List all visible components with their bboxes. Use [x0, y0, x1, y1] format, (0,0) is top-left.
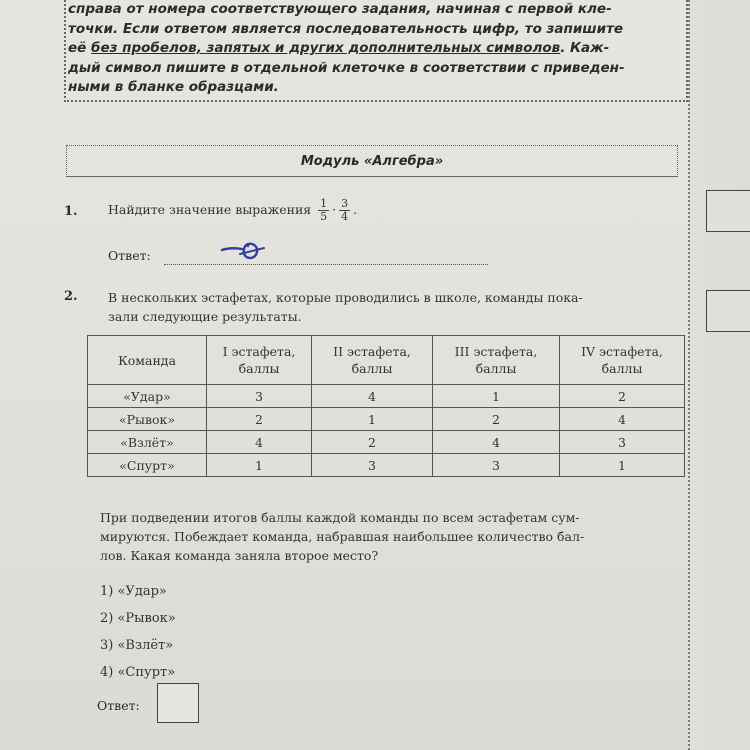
header-text: III эстафета, — [454, 344, 538, 359]
header-text: баллы — [601, 361, 643, 376]
answer-box-q2[interactable] — [157, 683, 199, 723]
instructions-line: дый символ пишите в отдельной клеточке в соответствии с приведен- — [68, 59, 625, 76]
answer-options — [100, 578, 176, 686]
header-text: I эстафета, — [222, 344, 296, 359]
score-cell: 3 — [433, 454, 560, 477]
header-text: баллы — [475, 361, 517, 376]
text-fragment: её — [68, 40, 92, 56]
instructions-line: ными в бланке образцами. — [68, 79, 279, 95]
team-cell: «Рывок» — [88, 408, 207, 431]
answer-cell-q1[interactable] — [706, 190, 750, 232]
text-line: лов. Какая команда заняла второе место? — [100, 548, 379, 563]
table-row — [88, 408, 685, 431]
answer-label: Ответ: — [97, 698, 140, 713]
handwritten-answer — [218, 236, 288, 264]
header-relay — [207, 336, 312, 385]
question-1-text — [108, 198, 357, 223]
score-cell: 4 — [207, 431, 312, 454]
answer-cell-q2[interactable] — [706, 290, 750, 332]
score-cell: 2 — [312, 431, 433, 454]
fraction — [339, 198, 350, 223]
header-text: Команда — [118, 352, 176, 368]
score-cell: 1 — [312, 408, 433, 431]
instructions-line — [68, 39, 678, 59]
header-relay — [433, 336, 560, 385]
text-line: В нескольких эстафетах, которые проводились в школе, команды пока- — [108, 290, 583, 305]
score-cell: 2 — [433, 408, 560, 431]
option-item: 4) «Спурт» — [100, 665, 176, 680]
text-line: При подведении итогов баллы каждой команды по всем эстафетам сум- — [100, 510, 580, 525]
question-2-intro — [108, 288, 683, 326]
team-cell: «Взлёт» — [88, 431, 207, 454]
question-number: 2. — [64, 289, 78, 304]
score-cell: 3 — [560, 431, 685, 454]
answer-line-q1[interactable] — [108, 248, 488, 263]
instructions-line: справа от номера соответствующего задания, начиная с первой кле- — [68, 1, 612, 17]
answer-label: Ответ: — [108, 248, 151, 263]
option-item: 3) «Взлёт» — [100, 638, 174, 653]
score-cell: 3 — [312, 454, 433, 477]
fraction-numerator: 3 — [341, 197, 349, 210]
option-item: 1) «Удар» — [100, 584, 167, 599]
score-cell: 1 — [433, 385, 560, 408]
instructions-text — [68, 0, 678, 98]
header-text: IV эстафета, — [581, 344, 663, 359]
header-team — [88, 336, 207, 385]
page-edge — [688, 0, 750, 750]
text-line: мируются. Побеждает команда, набравшая наибольшее количество бал- — [100, 529, 585, 544]
module-title-text: Модуль «Алгебра» — [300, 153, 444, 169]
score-cell: 4 — [312, 385, 433, 408]
score-cell: 2 — [207, 408, 312, 431]
score-cell: 4 — [433, 431, 560, 454]
right-margin-line — [688, 0, 690, 750]
score-cell: 4 — [560, 408, 685, 431]
header-relay — [312, 336, 433, 385]
score-cell: 3 — [207, 385, 312, 408]
period: . — [353, 202, 358, 217]
score-cell: 1 — [560, 454, 685, 477]
module-title — [66, 145, 678, 177]
fraction-denominator: 5 — [320, 210, 328, 223]
team-cell: «Удар» — [88, 385, 207, 408]
table-row — [88, 431, 685, 454]
table-header-row — [88, 336, 685, 385]
header-text: баллы — [238, 361, 280, 376]
question-text: Найдите значение выражения — [108, 202, 312, 217]
score-cell: 2 — [560, 385, 685, 408]
table-row — [88, 385, 685, 408]
table-row — [88, 454, 685, 477]
results-table — [87, 335, 685, 477]
header-relay — [560, 336, 685, 385]
underlined-text: без пробелов, запятых и других дополнительных символов — [91, 40, 561, 56]
fraction — [318, 198, 329, 223]
header-text: II эстафета, — [333, 344, 411, 359]
answer-underline — [164, 264, 488, 265]
question-2-text — [100, 508, 685, 565]
team-cell: «Спурт» — [88, 454, 207, 477]
header-text: баллы — [351, 361, 393, 376]
instructions-line: точки. Если ответом является последовательность цифр, то запишите — [68, 20, 624, 37]
fraction-numerator: 1 — [320, 197, 328, 210]
score-cell: 1 — [207, 454, 312, 477]
text-line: зали следующие результаты. — [108, 309, 302, 324]
text-fragment: . Каж- — [560, 40, 610, 56]
question-number: 1. — [64, 204, 78, 219]
option-item: 2) «Рывок» — [100, 611, 176, 626]
operator: · — [332, 202, 337, 217]
fraction-denominator: 4 — [341, 210, 349, 223]
